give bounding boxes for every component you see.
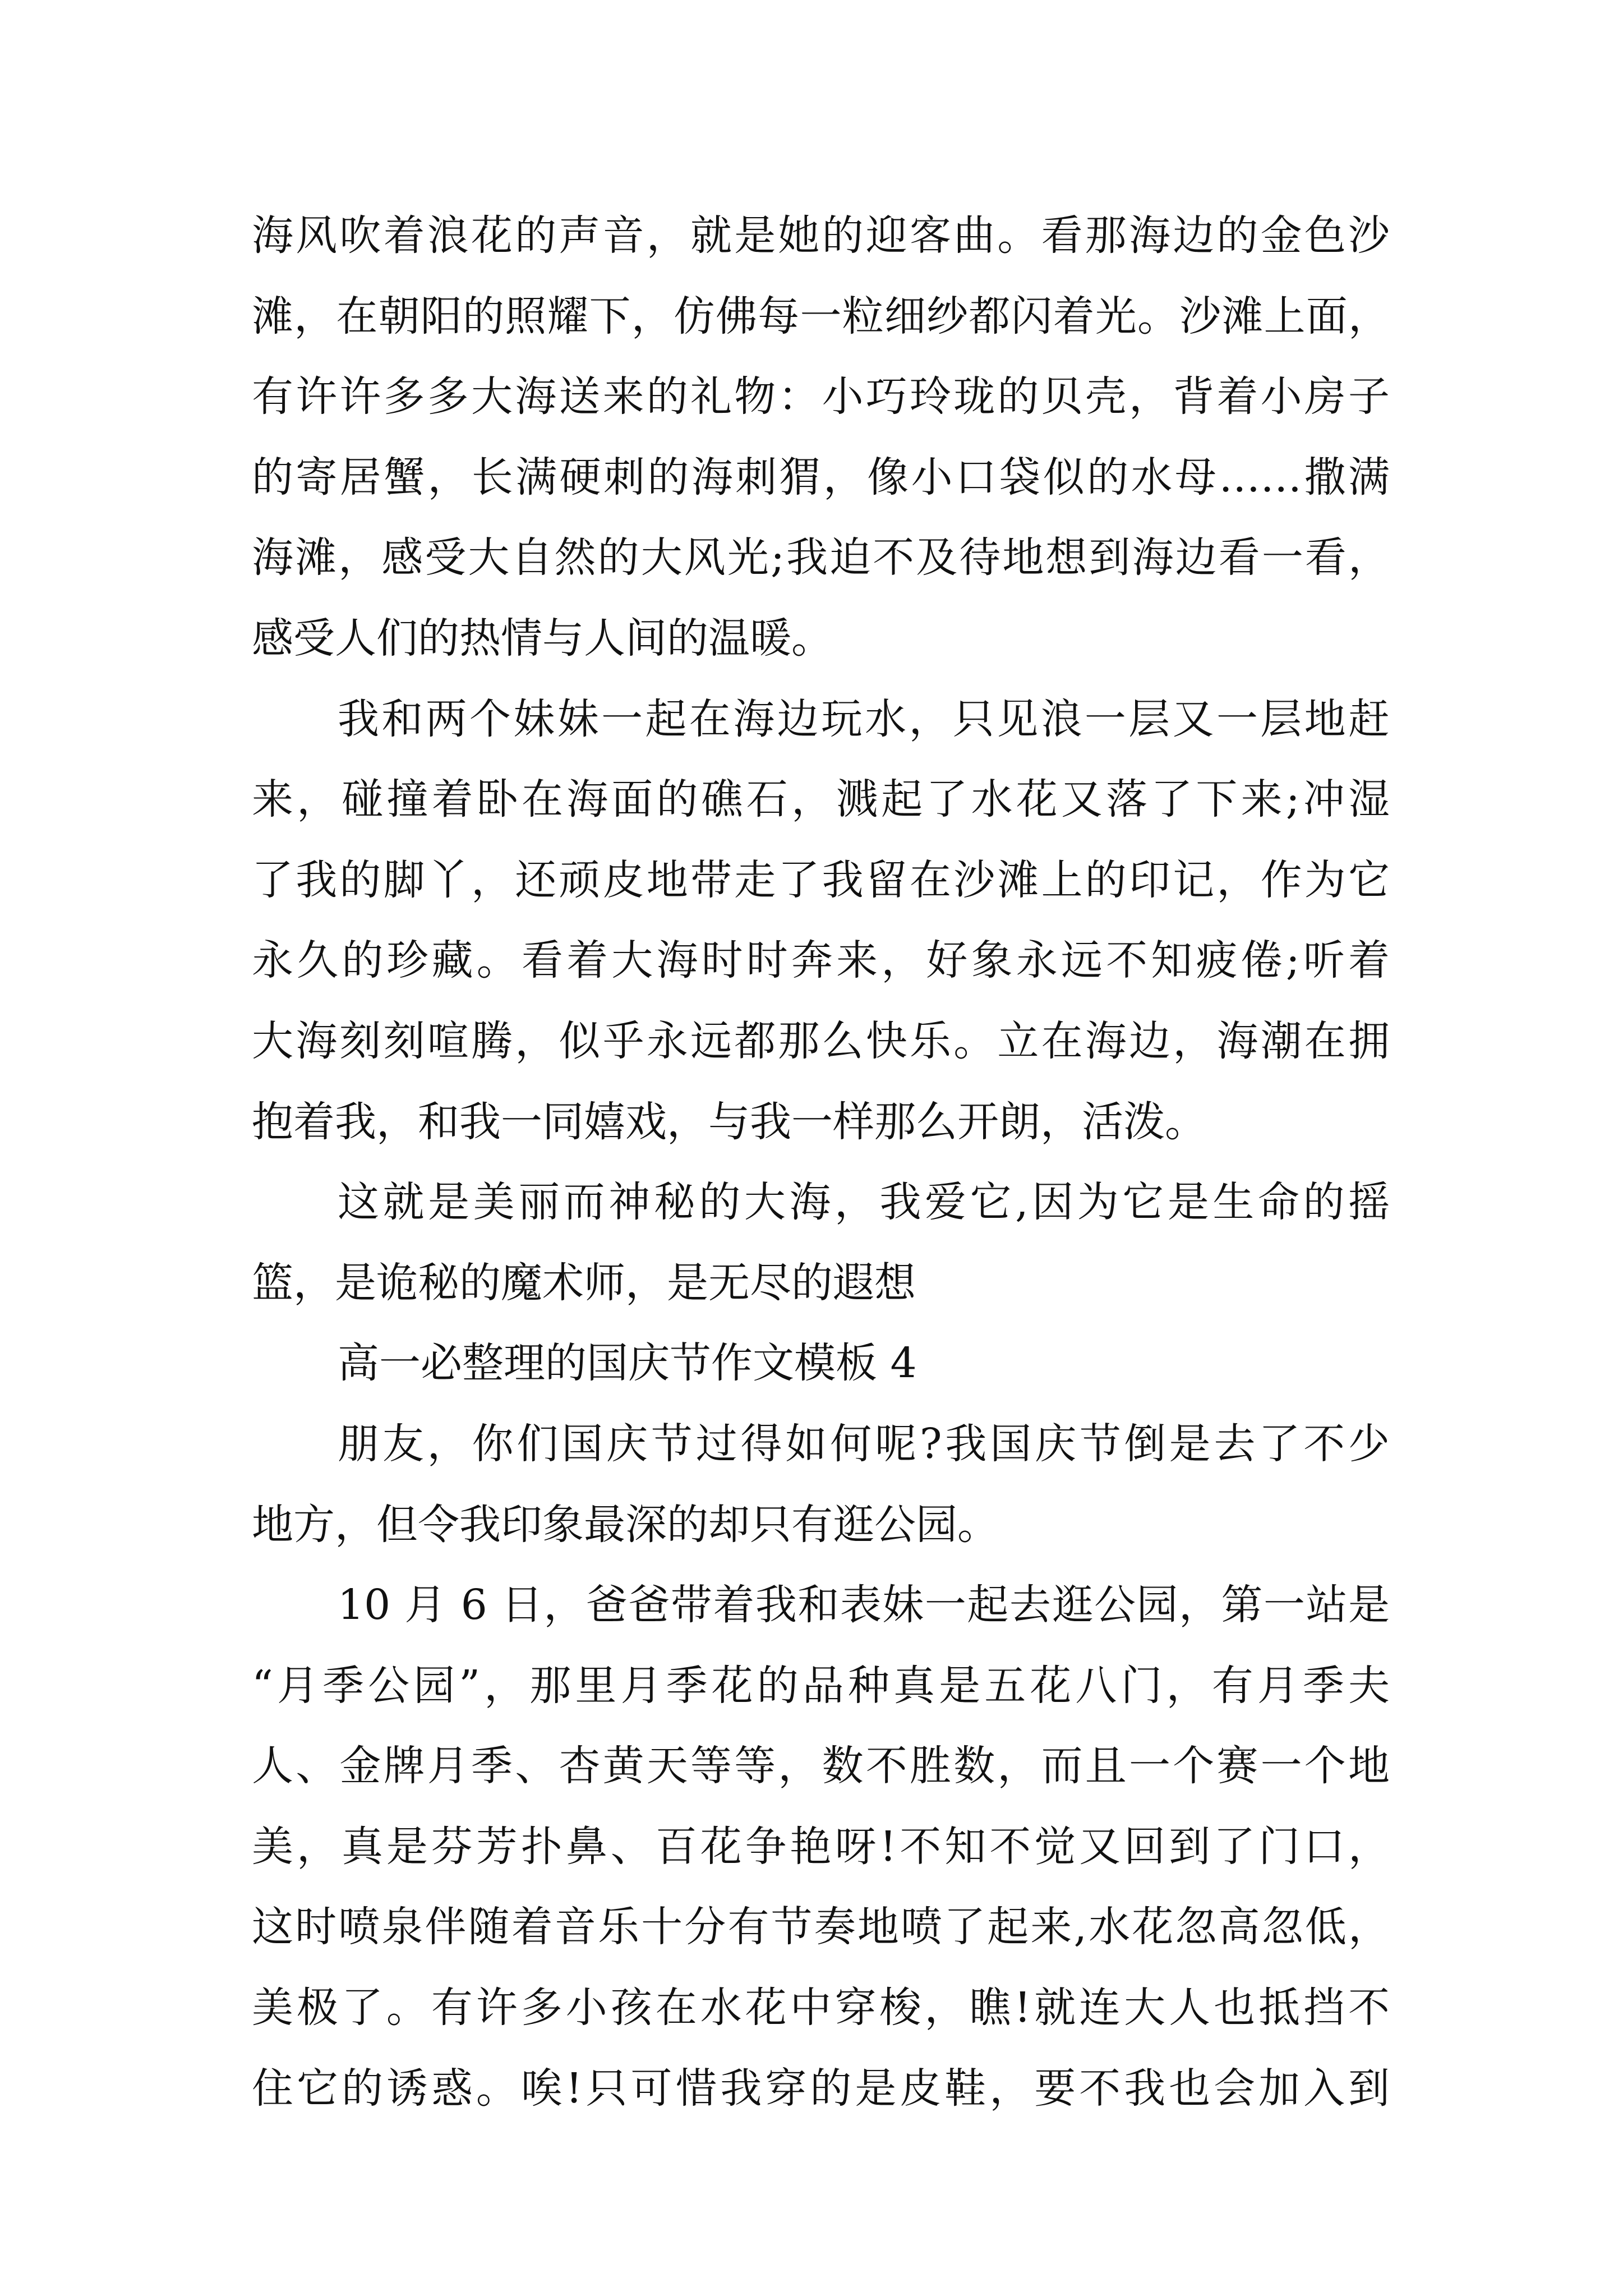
- text-line: 的寄居蟹，长满硬刺的海刺猬，像小口袋似的水母……撒满: [252, 453, 1390, 501]
- text-line: 美极了。有许多小孩在水花中穿梭，瞧!就连大人也抵挡不: [252, 1984, 1390, 2032]
- essay-4: [252, 1323, 1390, 2129]
- text-line: 住它的诱惑。唉!只可惜我穿的是皮鞋，要不我也会加入到: [252, 2064, 1390, 2113]
- text-line: 感受人们的热情与人间的温暖。: [252, 614, 833, 662]
- text-line: 人、金牌月季、杏黄天等等，数不胜数，而且一个赛一个地: [252, 1742, 1390, 1791]
- text-line: 这就是美丽而神秘的大海，我爱它,因为它是生命的摇: [338, 1178, 1390, 1227]
- text-line: 美，真是芬芳扑鼻、百花争艳呀!不知不觉又回到了门口，: [252, 1822, 1390, 1871]
- essay-continued: [252, 196, 1390, 1323]
- paragraph: [252, 1404, 1390, 1565]
- document-body: [252, 196, 1390, 2129]
- text-line: 大海刻刻喧腾，似乎永远都那么快乐。立在海边，海潮在拥: [252, 1016, 1390, 1065]
- text-line: 这时喷泉伴随着音乐十分有节奏地喷了起来,水花忽高忽低，: [252, 1903, 1390, 1952]
- essay-heading: 高一必整理的国庆节作文模板 4: [338, 1339, 917, 1388]
- text-line: 海风吹着浪花的声音，就是她的迎客曲。看那海边的金色沙: [252, 211, 1390, 260]
- paragraph: [252, 1565, 1390, 2129]
- text-line: 来，碰撞着卧在海面的礁石，溅起了水花又落了下来;冲湿: [252, 775, 1390, 824]
- paragraph-continued: [252, 196, 1390, 679]
- text-line: 地方，但令我印象最深的却只有逛公园。: [252, 1500, 999, 1549]
- text-line: 朋友，你们国庆节过得如何呢?我国庆节倒是去了不少: [338, 1419, 1390, 1468]
- text-line: “月季公园”，那里月季花的品种真是五花八门，有月季夫: [252, 1661, 1390, 1710]
- paragraph: [252, 1162, 1390, 1323]
- text-line: 永久的珍藏。看着大海时时奔来，好象永远不知疲倦;听着: [252, 936, 1390, 985]
- text-line: 有许许多多大海送来的礼物：小巧玲珑的贝壳，背着小房子: [252, 372, 1390, 421]
- paragraph: [252, 679, 1390, 1163]
- text-line: 了我的脚丫，还顽皮地带走了我留在沙滩上的印记，作为它: [252, 855, 1390, 904]
- text-line: 海滩，感受大自然的大风光;我迫不及待地想到海边看一看，: [252, 533, 1390, 582]
- text-line: 抱着我，和我一同嬉戏，与我一样那么开朗，活泼。: [252, 1097, 1206, 1146]
- text-line: 篮，是诡秘的魔术师，是无尽的遐想: [252, 1258, 916, 1307]
- text-line: 我和两个妹妹一起在海边玩水，只见浪一层又一层地赶: [338, 694, 1390, 743]
- text-line: 10 月 6 日，爸爸带着我和表妹一起去逛公园，第一站是: [338, 1581, 1390, 1630]
- text-line: 滩，在朝阳的照耀下，仿佛每一粒细纱都闪着光。沙滩上面，: [252, 292, 1390, 341]
